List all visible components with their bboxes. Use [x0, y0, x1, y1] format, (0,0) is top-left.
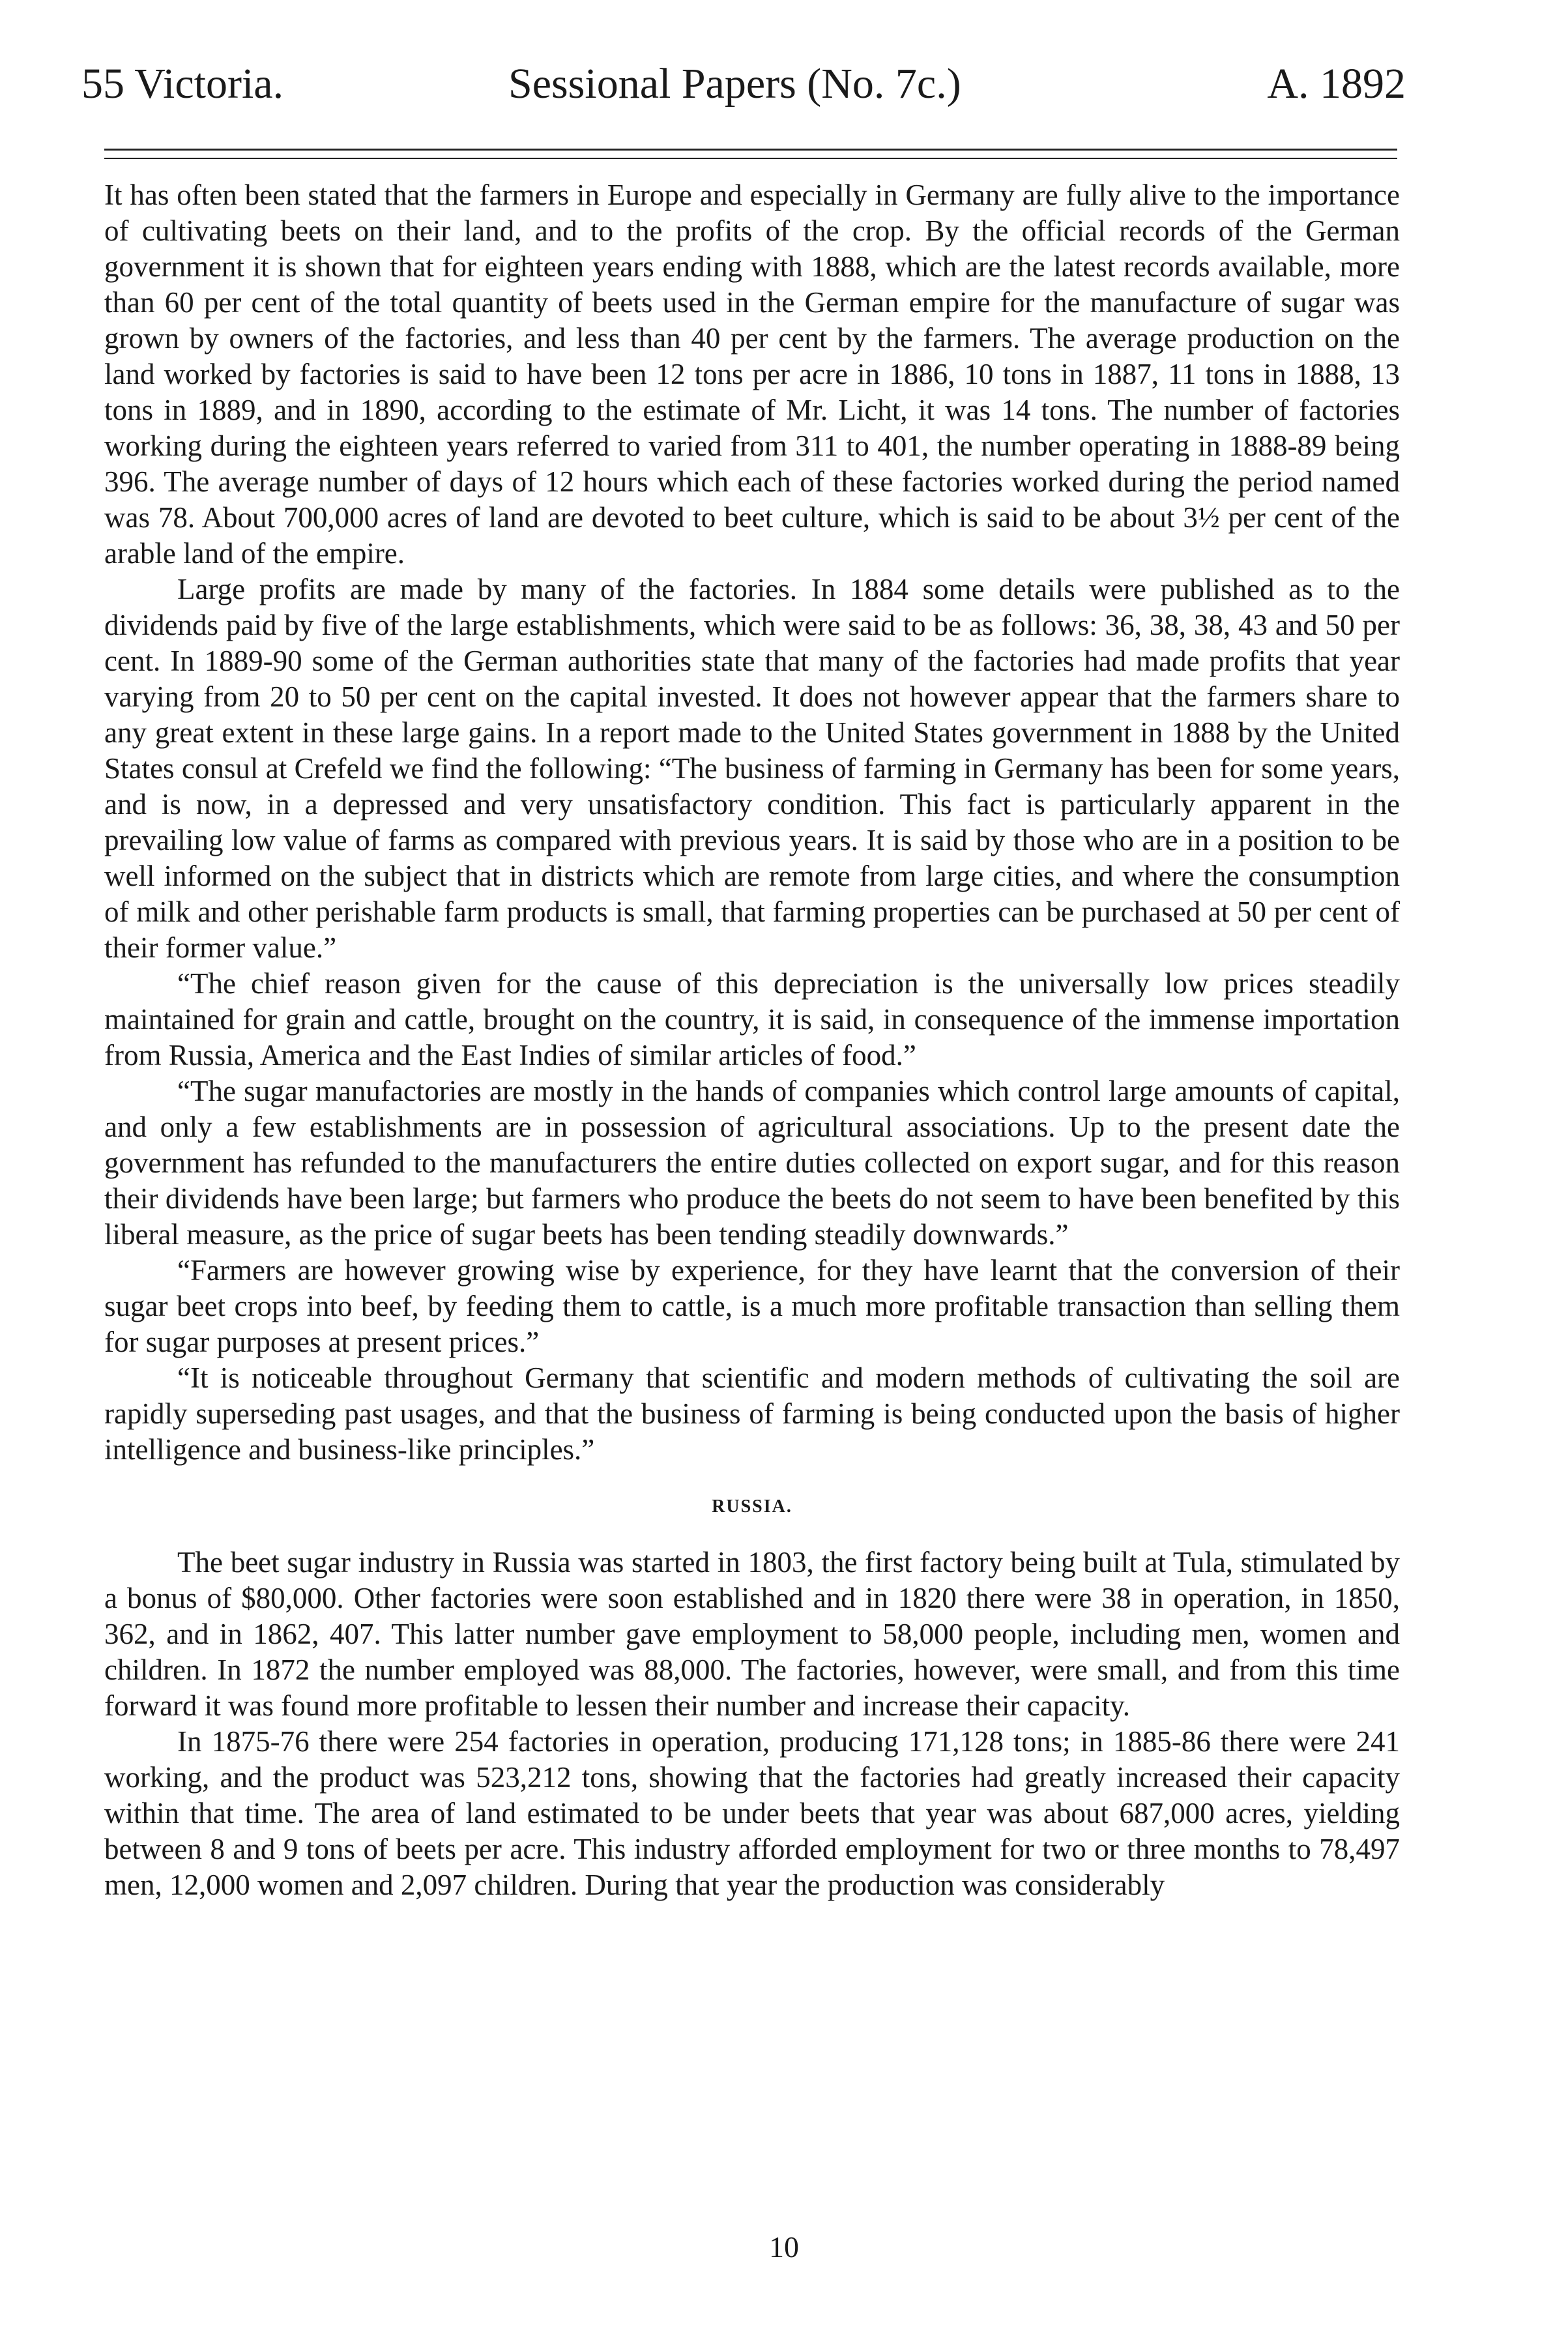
header-rule-top [104, 149, 1397, 151]
page-number: 10 [769, 2230, 799, 2264]
running-header [81, 55, 1406, 113]
paragraph-germany-farmers: It has often been stated that the farmers in Europe and especially in Germany are fully alive to the importance of cultivating beets on their land, and to the profits of the crop. By the official records of the German government it is shown that for eighteen years ending with 1888, which are the latest records available, more than 60 per cent of the total quantity of beets used in the German empire for the manufacture of sugar was grown by owners of the factories, and less than 40 per cent by the farmers. The average production on the land worked by factories is said to have been 12 tons per acre in 1886, 10 tons in 1887, 11 tons in 1888, 13 tons in 1889, and in 1890, according to the estimate of Mr. Licht, it was 14 tons. The number of factories working during the eighteen years referred to varied from 311 to 401, the number operating in 1888-89 being 396. The average number of days of 12 hours which each of these factories worked during the period named was 78. About 700,000 acres of land are devoted to beet culture, which is said to be about 3½ per cent of the arable land of the empire. [104, 179, 1400, 570]
header-rule-bottom [104, 158, 1397, 159]
paragraph-farmers-wise: “Farmers are however growing wise by experience, for they have learnt that the conversion of their sugar beet crops into beef, by feeding them to cattle, is a much more profitable transaction than selling them for sugar purposes at present prices.” [104, 1254, 1400, 1358]
paragraph-large-profits: Large profits are made by many of the factories. In 1884 some details were published as to the dividends paid by five of the large establishments, which were said to be as follows: 36, 38, 38, 43 and 50 per cent. In 1889-90 some of the German authorities state that many of the factories had made profits that year varying from 20 to 50 per cent on the capital invested. It does not however appear that the farmers share to any great extent in these large gains. In a report made to the United States government in 1888 by the United States consul at Crefeld we find the following: “The business of farming in Germany has been for some years, and is now, in a depressed and very unsatisfactory condition. This fact is particularly apparent in the prevailing low value of farms as compared with previous years. It is said by those who are in a position to be well informed on the subject that in districts which are remote from large cities, and where the consumption of milk and other perishable farm products is small, that farming properties can be purchased at 50 per cent of their former value.” [104, 573, 1400, 964]
header-regnal-year: 55 Victoria. [81, 60, 284, 108]
paragraph-depreciation-reason: “The chief reason given for the cause of this depreciation is the universally low prices steadily maintained for grain and cattle, brought on the country, it is said, in consequence of the immense importation from Russia, America and the East Indies of similar articles of food.” [104, 967, 1400, 1071]
paragraph-modern-methods: “It is noticeable throughout Germany that scientific and modern methods of cultivating the soil are rapidly superseding past usages, and that the business of farming is being conducted upon the basis of higher intelligence and business-like principles.” [104, 1362, 1400, 1466]
section-heading-russia: RUSSIA. [712, 1496, 792, 1517]
header-sessional-papers: Sessional Papers (No. 7c.) [508, 60, 961, 108]
paragraph-russia-production: In 1875-76 there were 254 factories in operation, producing 171,128 tons; in 1885-86 there were 241 working, and the product was 523,212 tons, showing that the factories had greatly increased their capacity within that time. The area of land estimated to be under beets that year was about 687,000 acres, yielding between 8 and 9 tons of beets per acre. This industry afforded employment for two or three months to 78,497 men, 12,000 women and 2,097 children. During that year the production was considerably [104, 1725, 1400, 1901]
header-year: A. 1892 [1267, 60, 1406, 108]
paragraph-russia-history: The beet sugar industry in Russia was started in 1803, the first factory being built at Tula, stimulated by a bonus of $80,000. Other factories were soon established and in 1820 there were 38 in operation, in 1850, 362, and in 1862, 407. This latter number gave employment to 58,000 people, including men, women and children. In 1872 the number employed was 88,000. The factories, however, were small, and from this time forward it was found more profitable to lessen their number and increase their capacity. [104, 1546, 1400, 1722]
body-text [104, 177, 1400, 1903]
paragraph-sugar-manufactories: “The sugar manufactories are mostly in the hands of companies which control large amounts of capital, and only a few establishments are in possession of agricultural associations. Up to the present date the government has refunded to the manufacturers the entire duties collected on export sugar, and for this reason their dividends have been large; but farmers who produce the beets do not seem to have been benefited by this liberal measure, as the price of sugar beets has been tending steadily downwards.” [104, 1075, 1400, 1251]
